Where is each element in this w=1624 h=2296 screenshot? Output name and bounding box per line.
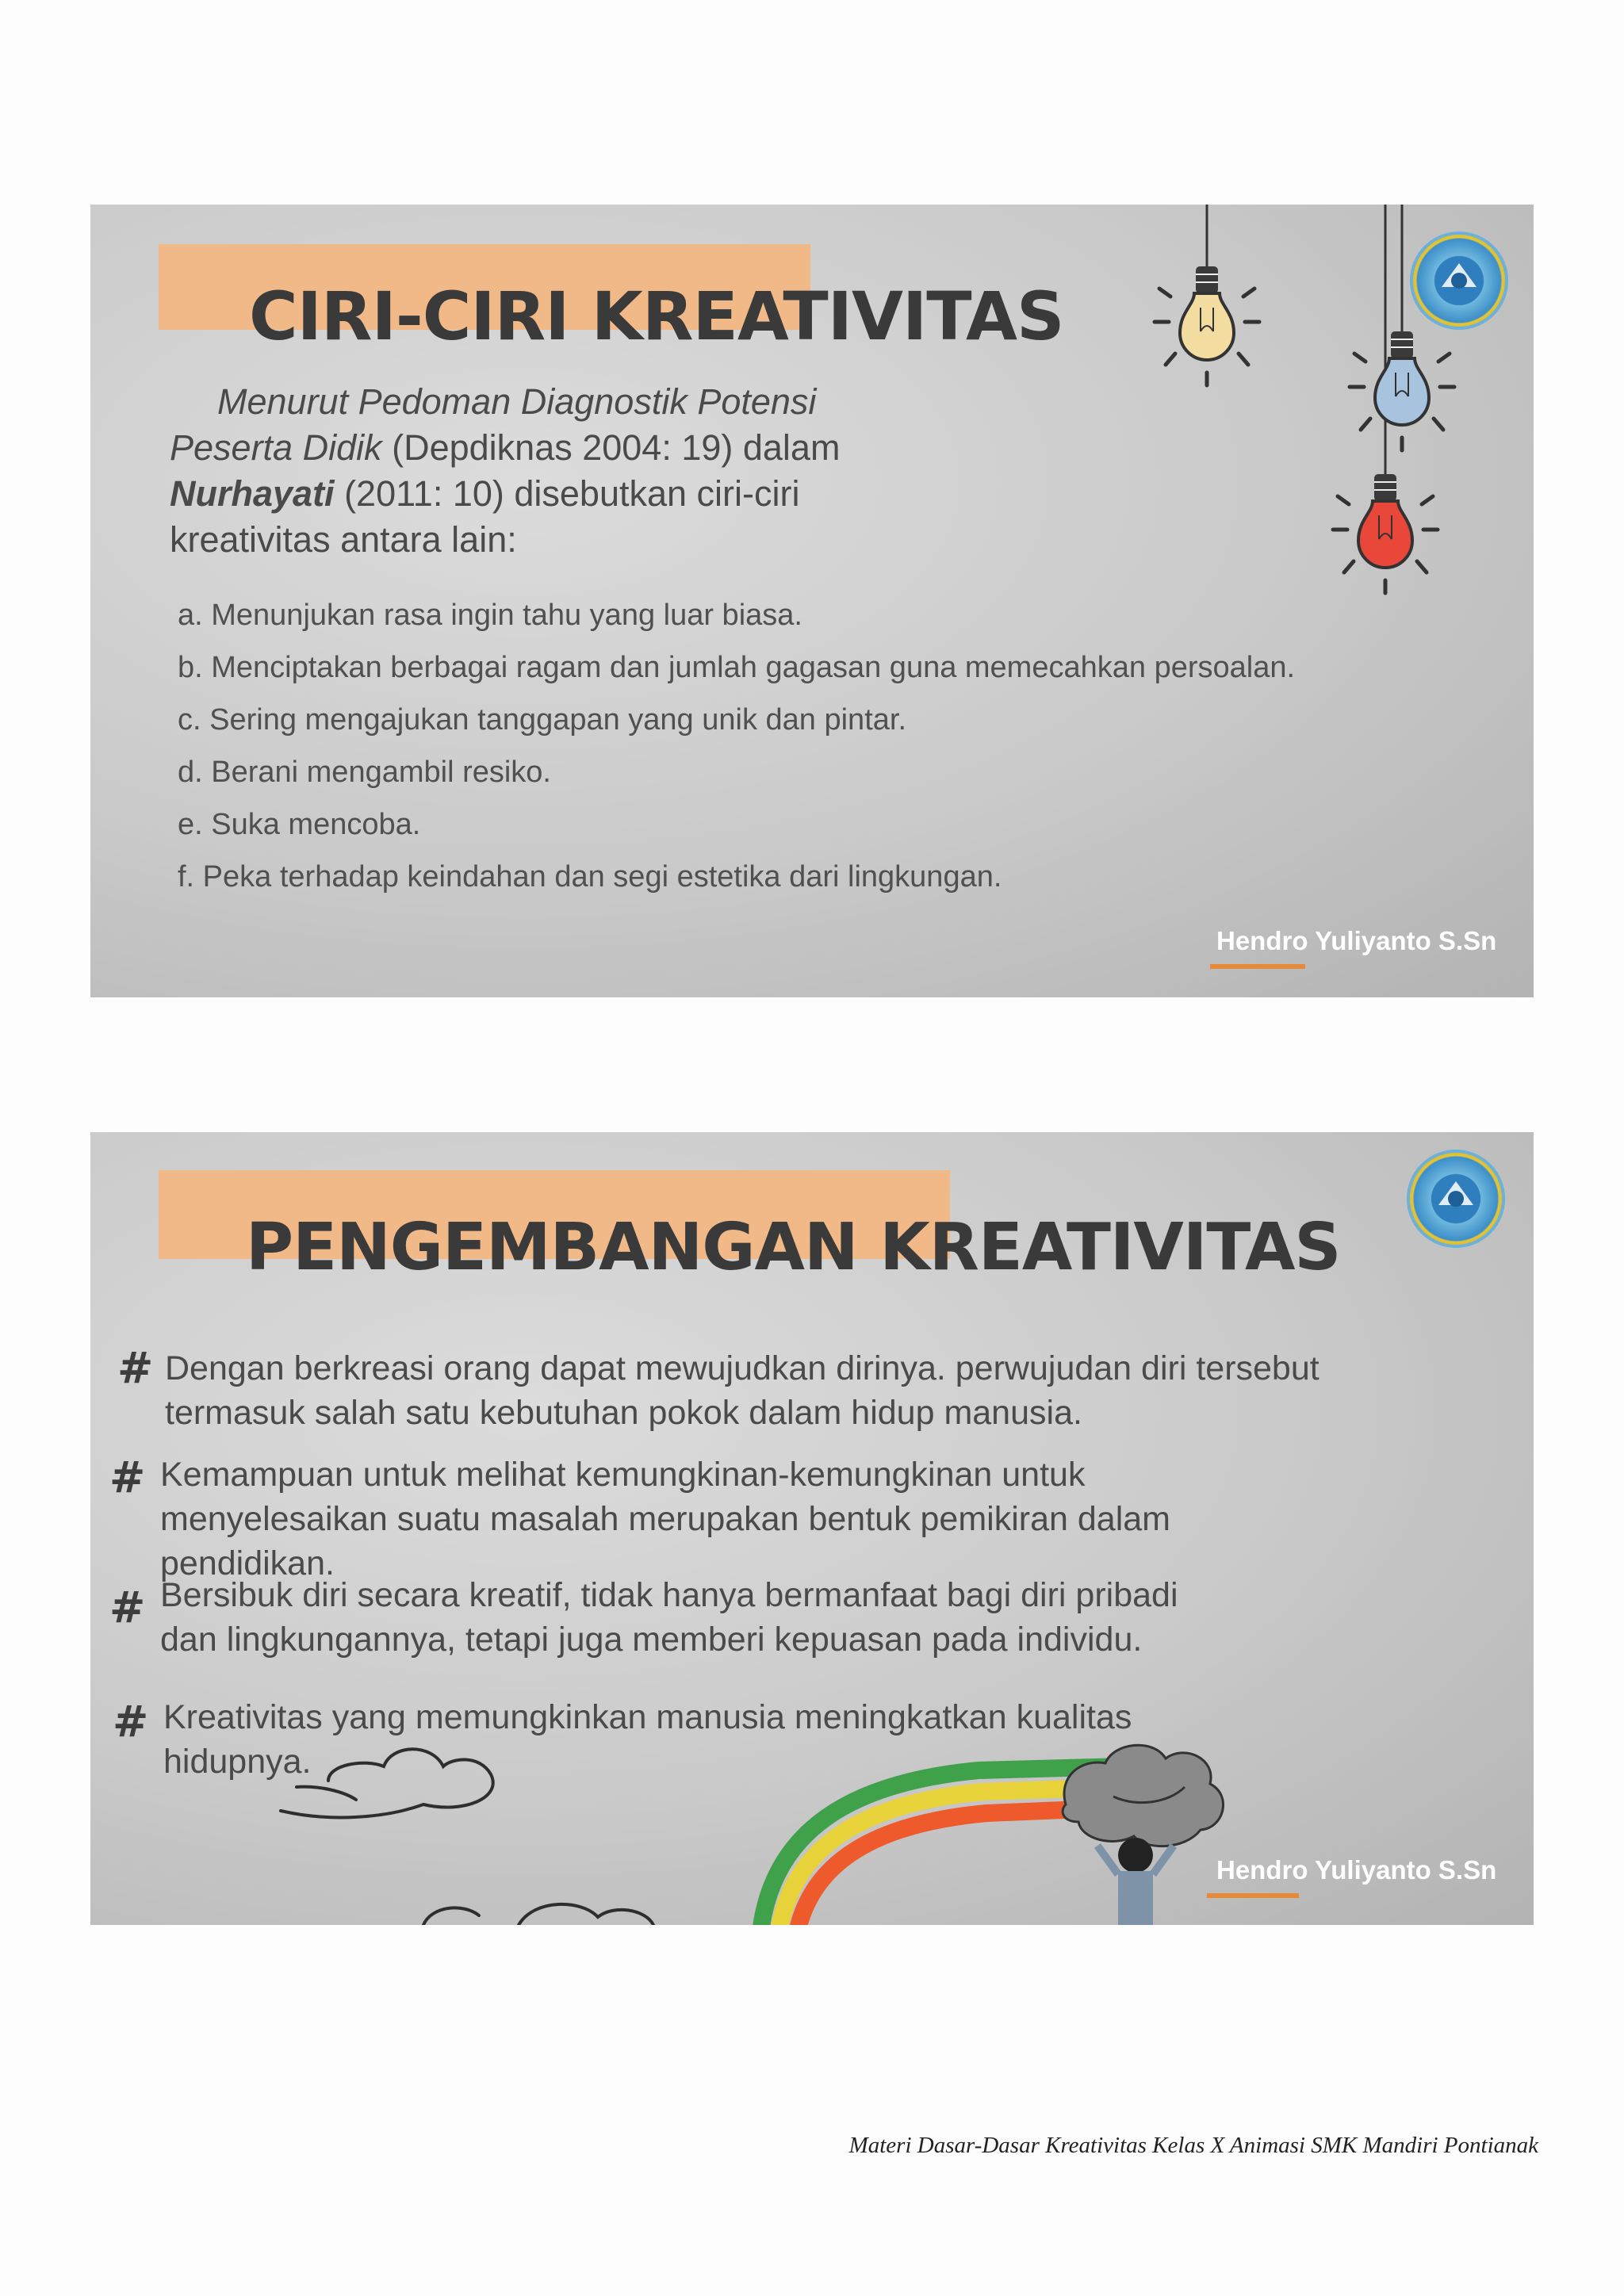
intro-line: Menurut Pedoman Diagnostik Potensi xyxy=(217,381,817,422)
person-figure xyxy=(1097,1838,1174,1925)
lightbulb-icon xyxy=(1155,266,1259,385)
logo-emblem xyxy=(1410,232,1508,330)
slide-title: PENGEMBANGAN KREATIVITAS xyxy=(246,1210,1341,1285)
intro-line: Peserta Didik (Depdiknas 2004: 19) dalam xyxy=(170,427,841,468)
slide-title: CIRI-CIRI KREATIVITAS xyxy=(249,277,1064,355)
list-item: a. Menunjukan rasa ingin tahu yang luar biasa. xyxy=(178,599,802,632)
bullet-text: Kreativitas yang memungkinkan manusia meningkatkan kualitas hidupnya. xyxy=(163,1698,1132,1781)
hash-bullet: # xyxy=(109,1582,146,1632)
ciri-list xyxy=(178,589,1295,903)
list-item: e. Suka mencoba. xyxy=(178,808,421,841)
rainbow-illustration xyxy=(90,1132,1534,1925)
bullet-text: Kemampuan untuk melihat kemungkinan-kemungkinan untuk menyelesaikan suatu masalah merupakan bentuk pemikiran dalam pendidikan. xyxy=(160,1456,1170,1582)
list-item: f. Peka terhadap keindahan dan segi estetika dari lingkungan. xyxy=(178,860,1002,894)
list-item: d. Berani mengambil resiko. xyxy=(178,756,551,789)
author-credit: Hendro Yuliyanto S.Sn xyxy=(1216,1855,1497,1885)
credit-underline xyxy=(1210,964,1305,969)
intro-line: Nurhayati (2011: 10) disebutkan ciri-ciri xyxy=(170,473,800,514)
list-item: c. Sering mengajukan tanggapan yang unik dan pintar. xyxy=(178,703,906,737)
cloud-icon xyxy=(281,1749,493,1817)
list-item: b. Menciptakan berbagai ragam dan jumlah gagasan guna memecahkan persoalan. xyxy=(178,651,1296,684)
bullet-text: Bersibuk diri secara kreatif, tidak hanya bermanfaat bagi diri pribadi dan lingkungannya, tetapi juga memberi kepuasan pada individu. xyxy=(160,1576,1178,1659)
credit-underline xyxy=(1207,1893,1299,1898)
intro-line: kreativitas antara lain: xyxy=(170,519,517,560)
bullet-text: Dengan berkreasi orang dapat mewujudkan dirinya. perwujudan diri tersebut termasuk salah satu kebutuhan pokok dalam hidup manusia. xyxy=(165,1349,1320,1432)
page-footer: Materi Dasar-Dasar Kreativitas Kelas X Animasi SMK Mandiri Pontianak xyxy=(848,2133,1538,2158)
hash-bullet: # xyxy=(117,1343,154,1393)
hash-bullet: # xyxy=(113,1697,149,1747)
slide-pengembangan-kreativitas xyxy=(90,1132,1534,1925)
hash-bullet: # xyxy=(109,1452,146,1502)
author-credit: Hendro Yuliyanto S.Sn xyxy=(1216,926,1497,955)
intro-paragraph xyxy=(170,379,963,563)
cloud-icon xyxy=(423,1904,653,1925)
slide-ciri-ciri-kreativitas xyxy=(90,205,1534,997)
